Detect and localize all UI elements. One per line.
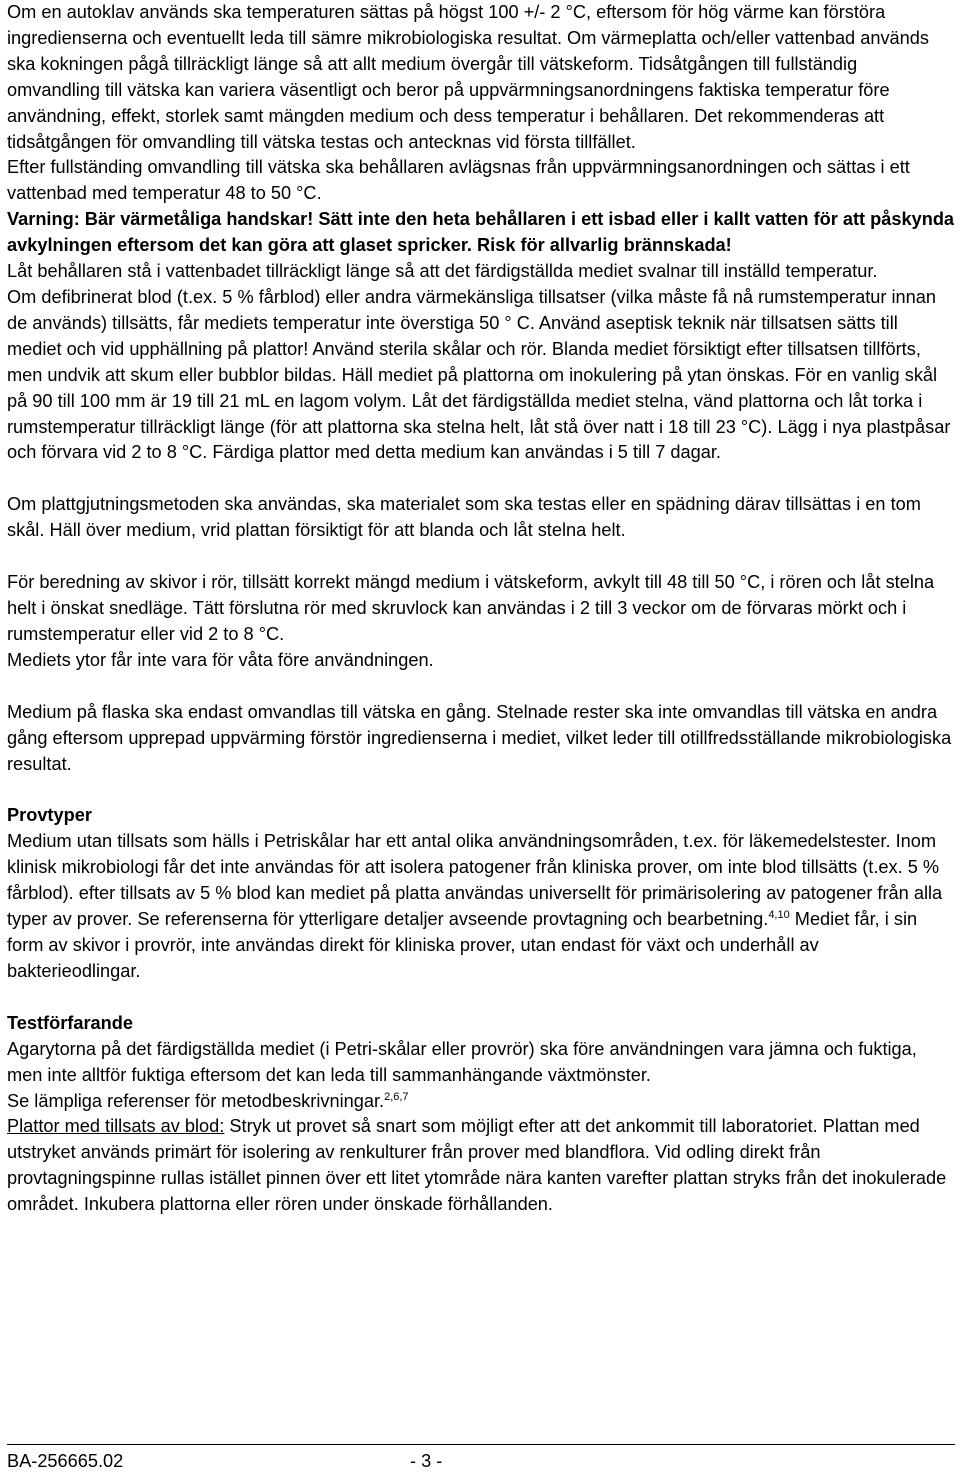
document-id: BA-256665.02 (7, 1451, 124, 1471)
provtyper-heading: Provtyper (7, 805, 92, 826)
slant-section (7, 570, 955, 674)
surface-paragraph: Mediets ytor får inte vara för våta före användningen. (7, 649, 434, 670)
spacer (7, 466, 955, 492)
autoclave-paragraph: Om en autoklav används ska temperaturen sättas på högst 100 +/- 2 °C, eftersom för hög värme kan förstöra ingredienserna och eventuellt leda till sämre mikrobiologiska resultat. Om värmeplatta och/eller vattenbad används ska kokningen pågå tillräckligt länge så att allt medium övergår till vätskeform. Tidsåtgången till fullständig omvandling till vätska kan variera väsentligt och beror på uppvärmningsanordningens faktiska temperatur före användning, effekt, storlek samt mängden medium och dess temperatur i behållaren. Det rekommenderas att tidsåtgången för omvandling till vätska testas och antecknas vid första tillfället. (7, 2, 929, 152)
blood-plates-text: Stryk ut provet så snart som möjligt efter att det ankommit till laboratoriet. Plattan med utstryket används primärt för isolering av renkulturer från prover med blandflora. Vid odling direkt från provtagningspinne rullas istället pinnen över ett litet ytområde nära kanten varefter plattan stryks från det inokulerade området. Inkubera plattorna eller rören under önskade förhållanden. (7, 1116, 947, 1215)
page-footer (7, 1444, 955, 1472)
spacer (7, 544, 955, 570)
provtyper-section (7, 803, 955, 984)
warning-paragraph: Varning: Bär värmetåliga handskar! Sätt inte den heta behållaren i ett isbad eller i kallt vatten för att påskynda avkylningen eftersom det kan göra att glaset spricker. Risk för allvarlig brännskada! (7, 209, 955, 256)
cooling-paragraph: Låt behållaren stå i vattenbadet tillräckligt länge så att det färdigställda mediet svalnar till inställd temperatur. (7, 261, 878, 282)
agar-surface-paragraph: Agarytorna på det färdigställda mediet (i Petri-skålar eller provrör) ska före användningen vara jämna och fuktiga, men inte alltför fuktiga eftersom det kan leda till sammanhängande växtmönster. (7, 1038, 917, 1085)
preparation-section (7, 0, 955, 466)
document-page (7, 0, 955, 1218)
provtyper-text-continued: Mediet får, i sin form av skivor i provrör, inte användas direkt för kliniska prover, utan endast för växt och underhåll av bakterieodlingar. (7, 909, 918, 981)
testforfarande-heading: Testförfarande (7, 1012, 133, 1033)
provtyper-paragraph (7, 829, 955, 984)
pour-plate-paragraph: Om plattgjutningsmetoden ska användas, ska materialet som ska testas eller en spädning därav tillsättas i en tom skål. Häll över medium, vrid plattan försiktigt för att blanda och låt stelna helt. (7, 494, 921, 541)
blood-plates-label: Plattor med tillsats av blod: (7, 1116, 225, 1137)
additives-paragraph: Om defibrinerat blod (t.ex. 5 % fårblod) eller andra värmekänsliga tillsatser (vilka måste få nå rumstemperatur innan de används) tillsätts, får mediets temperatur inte överstiga 50 ° C. Använd aseptisk teknik när tillsatsen sätts till mediet och vid upphällning på plattor! Använd sterila skålar och rör. Blanda mediet försiktigt efter tillsatsen tillförts, men undvik att skum eller bubblor bildas. Häll mediet på plattorna om inokulering på ytan önskas. För en vanlig skål på 90 till 100 mm är 19 till 21 mL en lagom volym. Låt det färdigställda mediet stelna, vänd plattorna och låt torka i rumstemperatur tillräckligt länge (för att plattorna ska stelna helt, låt stå över natt i 18 till 23 °C). Lägg i nya plastpåsar och förvara vid 2 to 8 °C. Färdiga plattor med detta medium kan användas i 5 till 7 dagar. (7, 286, 951, 463)
slant-paragraph: För beredning av skivor i rör, tillsätt korrekt mängd medium i vätskeform, avkylt till 48 till 50 °C, i rören och låt stelna helt i önskat snedläge. Tätt förslutna rör med skruvlock kan användas i 2 till 3 veckor om de förvaras mörkt och i rumstemperatur eller vid 2 to 8 °C. (7, 572, 935, 644)
spacer (7, 985, 955, 1011)
bottle-medium-paragraph: Medium på flaska ska endast omvandlas till vätska en gång. Stelnade rester ska inte omvandlas till vätska en andra gång eftersom upprepad uppvärming förstör ingredienserna i mediet, vilket leder till otillfredsställande mikrobiologiska resultat. (7, 701, 952, 774)
references-text: Se lämpliga referenser för metodbeskrivningar. (7, 1090, 385, 1111)
water-bath-paragraph: Efter fullständing omvandling till vätska ska behållaren avlägsnas från uppvärmningsanordningen och sättas i ett vattenbad med temperatur 48 to 50 °C. (7, 157, 910, 204)
reference-superscript: 4,10 (768, 909, 790, 922)
blood-plates-paragraph (7, 1114, 955, 1218)
spacer (7, 777, 955, 803)
provtyper-text: Medium utan tillsats som hälls i Petriskålar har ett antal olika användningsområden, t.ex. för läkemedelstester. Inom klinisk mikrobiologi får det inte användas för att isolera patogener från kliniska prover, om inte blod tillsätts (t.ex. 5 % fårblod). efter tillsats av 5 % blod kan mediet på platta användas universellt för primärisolering av patogener från alla typer av prover. Se referenserna för ytterligare detaljer avseende provtagning och bearbetning. (7, 831, 943, 930)
reference-superscript: 2,6,7 (384, 1090, 409, 1103)
page-number: - 3 - (410, 1451, 443, 1471)
spacer (7, 674, 955, 700)
testforfarande-section (7, 1011, 955, 1218)
references-paragraph (7, 1089, 955, 1115)
